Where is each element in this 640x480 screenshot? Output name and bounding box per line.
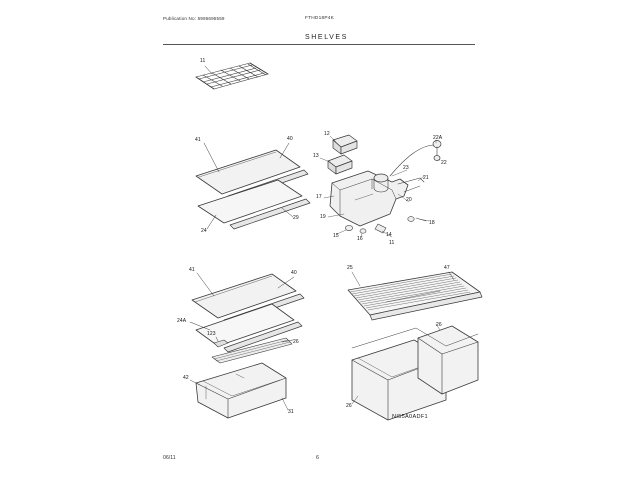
- callout-18: 18: [429, 220, 435, 226]
- footer-date: 06/11: [163, 455, 176, 461]
- model-number: FTHD18P4K: [305, 16, 334, 21]
- callout-24a: 24A: [177, 318, 187, 324]
- callout-40-upper: 40: [287, 136, 293, 142]
- callout-41-lower: 41: [189, 267, 195, 273]
- callout-12: 12: [324, 131, 330, 137]
- callout-26-left: 26: [293, 339, 299, 345]
- callout-42: 42: [183, 375, 189, 381]
- callout-47: 47: [444, 265, 450, 271]
- callout-21: 21: [423, 175, 429, 181]
- callout-11-icemaker: 11: [389, 240, 395, 246]
- callout-41-upper: 41: [195, 137, 201, 143]
- footer-page-number: 6: [316, 455, 320, 461]
- callout-24: 24: [201, 228, 207, 234]
- callout-26-right: 26: [436, 322, 442, 328]
- callout-20: 20: [406, 197, 412, 203]
- callout-19: 19: [320, 214, 326, 220]
- callout-16: 16: [357, 236, 363, 242]
- callout-17: 17: [316, 194, 322, 200]
- diagram-code: NI55A0ADF1: [392, 414, 428, 420]
- callout-14: 14: [386, 232, 392, 238]
- callout-23: 23: [403, 165, 409, 171]
- callout-15: 15: [333, 233, 339, 239]
- publication-number: Publication No: 5995695559: [163, 16, 225, 21]
- callout-22: 22: [441, 160, 447, 166]
- callout-11-wire-shelf: 11: [200, 58, 206, 64]
- callout-29: 29: [293, 215, 299, 221]
- callout-123: 123: [207, 331, 216, 337]
- callout-13: 13: [313, 153, 319, 159]
- callout-40-lower: 40: [291, 270, 297, 276]
- callout-25: 25: [347, 265, 353, 271]
- callout-22a: 22A: [433, 135, 443, 141]
- callout-26-bottom: 26: [346, 403, 352, 409]
- page-title: SHELVES: [305, 34, 348, 41]
- callout-31: 31: [288, 409, 294, 415]
